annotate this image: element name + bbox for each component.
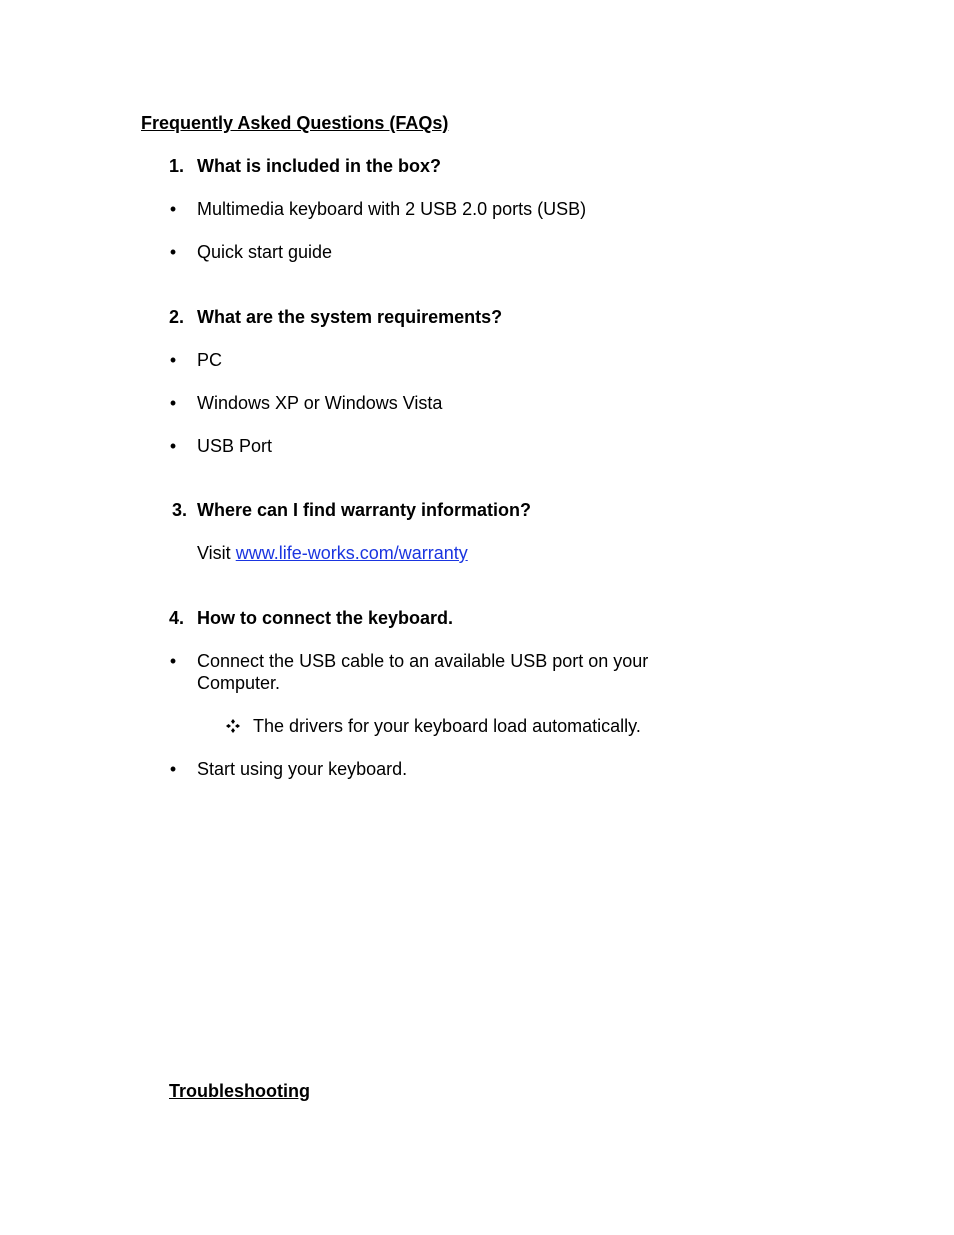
q1-question: What is included in the box? xyxy=(197,156,442,176)
q4-step1-line1: Connect the USB cable to an available USB port on your xyxy=(197,651,649,671)
warranty-line xyxy=(197,542,468,564)
faq-heading: Frequently Asked Questions (FAQs) xyxy=(141,113,449,133)
q1-item-keyboard: Multimedia keyboard with 2 USB 2.0 ports (USB) xyxy=(197,199,587,219)
bullet-icon: • xyxy=(169,759,177,779)
q2-item-pc: PC xyxy=(197,350,223,370)
q2-item-usb: USB Port xyxy=(197,436,273,456)
q4-question: How to connect the keyboard. xyxy=(197,608,454,628)
bullet-icon: • xyxy=(169,651,177,671)
warranty-link[interactable]: www.life-works.com/warranty xyxy=(235,543,468,563)
q2-number: 2. xyxy=(169,307,185,327)
four-diamond-bullet-icon xyxy=(225,718,241,734)
q4-number: 4. xyxy=(169,608,185,628)
q4-subnote: The drivers for your keyboard load automatically. xyxy=(253,716,641,736)
q4-step2: Start using your keyboard. xyxy=(197,759,408,779)
visit-label: Visit xyxy=(197,543,231,563)
q2-question: What are the system requirements? xyxy=(197,307,503,327)
bullet-icon: • xyxy=(169,393,177,413)
q2-item-os: Windows XP or Windows Vista xyxy=(197,393,443,413)
bullet-icon: • xyxy=(169,350,177,370)
bullet-icon: • xyxy=(169,242,177,262)
q3-question: Where can I find warranty information? xyxy=(197,500,532,520)
q4-step1-line2: Computer. xyxy=(197,673,281,693)
q3-number: 3. xyxy=(172,500,188,520)
troubleshooting-heading: Troubleshooting xyxy=(169,1081,310,1101)
bullet-icon: • xyxy=(169,436,177,456)
q1-number: 1. xyxy=(169,156,185,176)
q1-item-guide: Quick start guide xyxy=(197,242,333,262)
bullet-icon: • xyxy=(169,199,177,219)
